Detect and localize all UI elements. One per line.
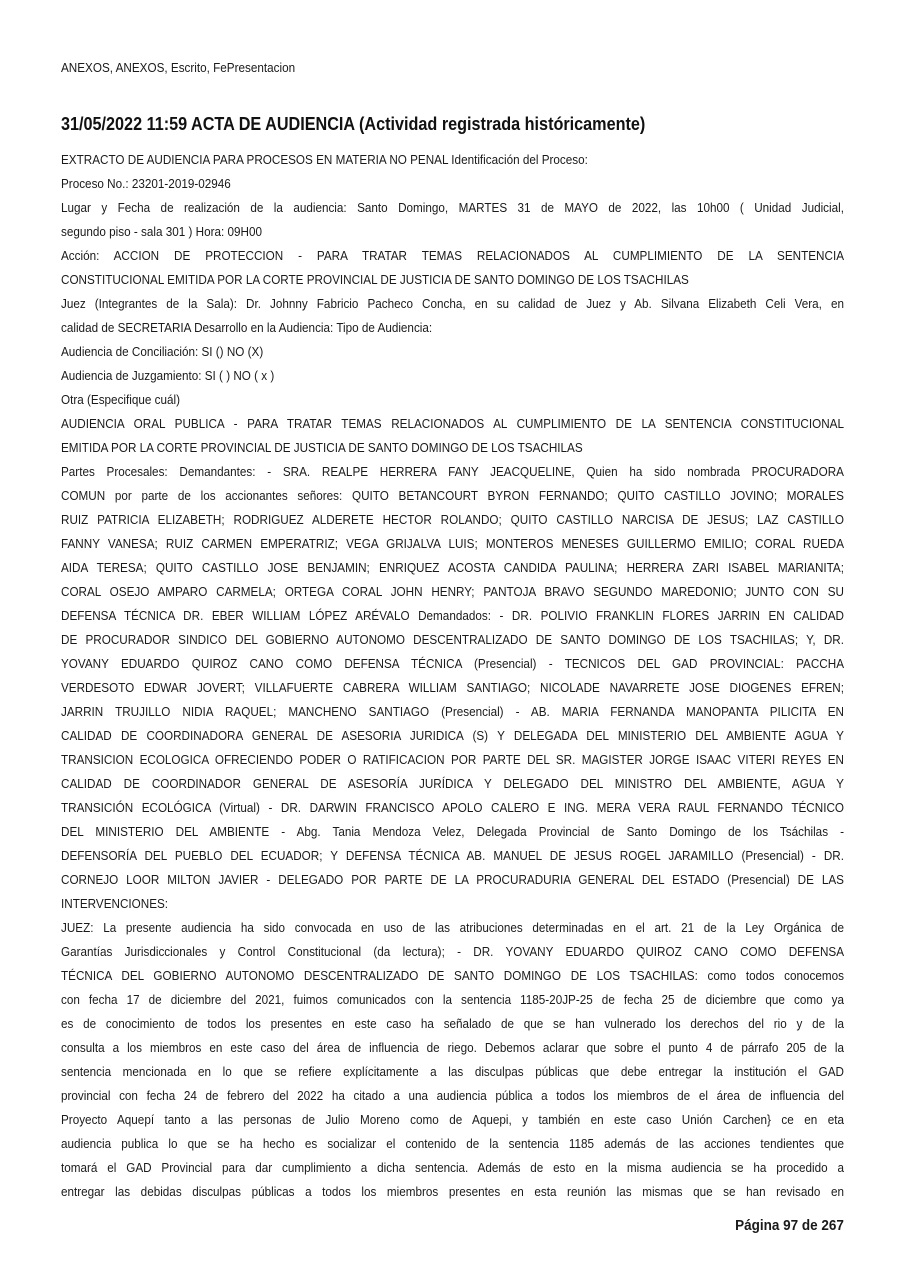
- paragraph-line: TRANSICIÓN ECOLÓGICA (Virtual) - DR. DARWIN FRANCISCO APOLO CALERO E ING. MERA VERA RAUL FERNANDO TÉCNICO: [61, 800, 844, 815]
- paragraph: [61, 292, 844, 340]
- paragraph: [61, 916, 844, 1204]
- paragraph-line: Audiencia de Conciliación: SI () NO (X): [61, 344, 264, 359]
- paragraph-line: AUDIENCIA ORAL PUBLICA - PARA TRATAR TEMAS RELACIONADOS AL CUMPLIMIENTO DE LA SENTENCIA CONSTITUCIONAL: [61, 416, 844, 431]
- paragraph-line: EXTRACTO DE AUDIENCIA PARA PROCESOS EN MATERIA NO PENAL Identificación del Proceso:: [61, 152, 588, 167]
- document-header: ANEXOS, ANEXOS, Escrito, FePresentacion: [61, 60, 296, 75]
- paragraph-line: provincial con fecha 24 de febrero del 2022 ha citado a una audiencia pública a todos los miembros de el área de influencia del: [61, 1088, 844, 1103]
- paragraph-line: consulta a los miembros en este caso del área de influencia de riego. Debemos aclarar que sobre el punto 4 de párrafo 205 de la: [61, 1040, 844, 1055]
- paragraph: [61, 340, 844, 364]
- paragraph-line: Lugar y Fecha de realización de la audiencia: Santo Domingo, MARTES 31 de MAYO de 2022, las 10h00 ( Unidad Judicial,: [61, 200, 844, 215]
- paragraph-line: calidad de SECRETARIA Desarrollo en la Audiencia: Tipo de Audiencia:: [61, 320, 433, 335]
- paragraph-line: TÉCNICA DEL GOBIERNO AUTONOMO DESCENTRALIZADO DE SANTO DOMINGO DE LOS TSACHILAS: como todos conocemos: [61, 968, 844, 983]
- paragraph: [61, 244, 844, 292]
- paragraph-line: DEFENSA TÉCNICA DR. EBER WILLIAM LÓPEZ ARÉVALO Demandados: - DR. POLIVIO FRANKLIN FLORES JARRIN EN CALIDAD: [61, 608, 844, 623]
- page-number: Página 97 de 267: [735, 1217, 844, 1234]
- paragraph-line: segundo piso - sala 301 ) Hora: 09H00: [61, 224, 262, 239]
- paragraph-line: es de conocimiento de todos los presentes en este caso ha señalado de que se han vulnerado los derechos del rio y de la: [61, 1016, 844, 1031]
- paragraph-line: FANNY VANESA; RUIZ CARMEN EMPERATRIZ; VEGA GRIJALVA LUIS; MONTEROS MENESES GUILLERMO EMILIO; CORAL RUEDA: [61, 536, 844, 551]
- paragraph: [61, 148, 844, 172]
- paragraph-line: Partes Procesales: Demandantes: - SRA. REALPE HERRERA FANY JEACQUELINE, Quien ha sido nombrada PROCURADORA: [61, 464, 844, 479]
- paragraph: [61, 412, 844, 460]
- paragraph-line: Otra (Especifique cuál): [61, 392, 181, 407]
- paragraph-line: YOVANY EDUARDO QUIROZ CANO COMO DEFENSA TÉCNICA (Presencial) - TECNICOS DEL GAD PROVINCIAL: PACCHA: [61, 656, 844, 671]
- paragraph-line: AIDA TERESA; QUITO CASTILLO JOSE BENJAMIN; ENRIQUEZ ACOSTA CANDIDA PAULINA; HERRERA ZARI ISABEL MARIANITA;: [61, 560, 844, 575]
- paragraph: [61, 172, 844, 196]
- paragraph-line: TRANSICION ECOLOGICA OFRECIENDO PODER O RATIFICACION POR PARTE DEL SR. MAGISTER JORGE ISAAC VITERI REYES EN: [61, 752, 844, 767]
- paragraph-line: EMITIDA POR LA CORTE PROVINCIAL DE JUSTICIA DE SANTO DOMINGO DE LOS TSACHILAS: [61, 440, 583, 455]
- paragraph-line: tomará el GAD Provincial para dar cumplimiento a dicha sentencia. Además de esto en la misma audiencia se ha procedido a: [61, 1160, 844, 1175]
- paragraph: [61, 196, 844, 244]
- paragraph-line: CALIDAD DE COORDINADORA GENERAL DE ASESORIA JURIDICA (S) Y DELEGADA DEL MINISTERIO DEL AMBIENTE AGUA Y: [61, 728, 844, 743]
- paragraph-line: Garantías Jurisdiccionales y Control Constitucional (da lectura); - DR. YOVANY EDUARDO QUIROZ CANO COMO DEFENSA: [61, 944, 844, 959]
- paragraph-line: VERDESOTO EDWAR JOVERT; VILLAFUERTE CABRERA WILLIAM SANTIAGO; NICOLADE NAVARRETE JOSE DIOGENES EFREN;: [61, 680, 844, 695]
- paragraph-line: INTERVENCIONES:: [61, 896, 169, 911]
- paragraph-line: DE PROCURADOR SINDICO DEL GOBIERNO AUTONOMO DESCENTRALIZADO DE SANTO DOMINGO DE LOS TSACHILAS; Y, DR.: [61, 632, 844, 647]
- paragraph-line: COMUN por parte de los accionantes señores: QUITO BETANCOURT BYRON FERNANDO; QUITO CASTILLO JOVINO; MORALES: [61, 488, 844, 503]
- paragraph-line: Acción: ACCION DE PROTECCION - PARA TRATAR TEMAS RELACIONADOS AL CUMPLIMIENTO DE LA SENTENCIA: [61, 248, 844, 263]
- paragraph-line: audiencia publica lo que se ha hecho es socializar el contenido de la sentencia 1185 además de las acciones tendientes que: [61, 1136, 844, 1151]
- paragraph-line: CORNEJO LOOR MILTON JAVIER - DELEGADO POR PARTE DE LA PROCURADURIA GENERAL DEL ESTADO (Presencial) DE LAS: [61, 872, 844, 887]
- paragraph-line: entregar las debidas disculpas públicas a todos los miembros presentes en esta reunión las mismas que se han revisado en: [61, 1184, 844, 1199]
- paragraph-line: CORAL OSEJO AMPARO CARMELA; ORTEGA CORAL JOHN HENRY; PANTOJA BRAVO SEGUNDO MAREDONIO; JUNTO CON SU: [61, 584, 844, 599]
- paragraph-line: RUIZ PATRICIA ELIZABETH; RODRIGUEZ ALDERETE HECTOR ROLANDO; QUITO CASTILLO NARCISA DE JESUS; LAZ CASTILLO: [61, 512, 844, 527]
- paragraph-line: Proyecto Aquepí tanto a las personas de Julio Moreno como de Aquepi, y también en este caso Unión Carchen} ce en eta: [61, 1112, 844, 1127]
- paragraph: [61, 364, 844, 388]
- paragraph-line: CALIDAD DE COORDINADOR GENERAL DE ASESORÍA JURÍDICA Y DELEGADO DEL MINISTRO DEL AMBIENTE, AGUA Y: [61, 776, 844, 791]
- entry-title: 31/05/2022 11:59 ACTA DE AUDIENCIA (Actividad registrada históricamente): [61, 114, 646, 134]
- paragraph: [61, 388, 844, 412]
- paragraph-line: Audiencia de Juzgamiento: SI ( ) NO ( x ): [61, 368, 275, 383]
- paragraph-line: DEL MINISTERIO DEL AMBIENTE - Abg. Tania Mendoza Velez, Delegada Provincial de Santo Domingo de los Tsáchilas -: [61, 824, 844, 839]
- document-body: [61, 148, 844, 1204]
- paragraph-line: DEFENSORÍA DEL PUEBLO DEL ECUADOR; Y DEFENSA TÉCNICA AB. MANUEL DE JESUS ROGEL JARAMILLO (Presencial) - DR.: [61, 848, 844, 863]
- paragraph-line: sentencia mencionada en lo que se refiere explícitamente a las disculpas públicas que debe entregar la institución el GAD: [61, 1064, 844, 1079]
- paragraph-line: Proceso No.: 23201-2019-02946: [61, 176, 231, 191]
- paragraph-line: JARRIN TRUJILLO NIDIA RAQUEL; MANCHENO SANTIAGO (Presencial) - AB. MARIA FERNANDA MANOPANTA PILICITA EN: [61, 704, 844, 719]
- paragraph-line: CONSTITUCIONAL EMITIDA POR LA CORTE PROVINCIAL DE JUSTICIA DE SANTO DOMINGO DE LOS TSACHILAS: [61, 272, 689, 287]
- paragraph-line: con fecha 17 de diciembre del 2021, fuimos comunicados con la sentencia 1185-20JP-25 de fecha 25 de diciembre que como ya: [61, 992, 844, 1007]
- paragraph: [61, 460, 844, 916]
- paragraph-line: JUEZ: La presente audiencia ha sido convocada en uso de las atribuciones determinadas en el art. 21 de la Ley Orgánica de: [61, 920, 844, 935]
- paragraph-line: Juez (Integrantes de la Sala): Dr. Johnny Fabricio Pacheco Concha, en su calidad de Juez y Ab. Silvana Elizabeth Celi Vera, en: [61, 296, 844, 311]
